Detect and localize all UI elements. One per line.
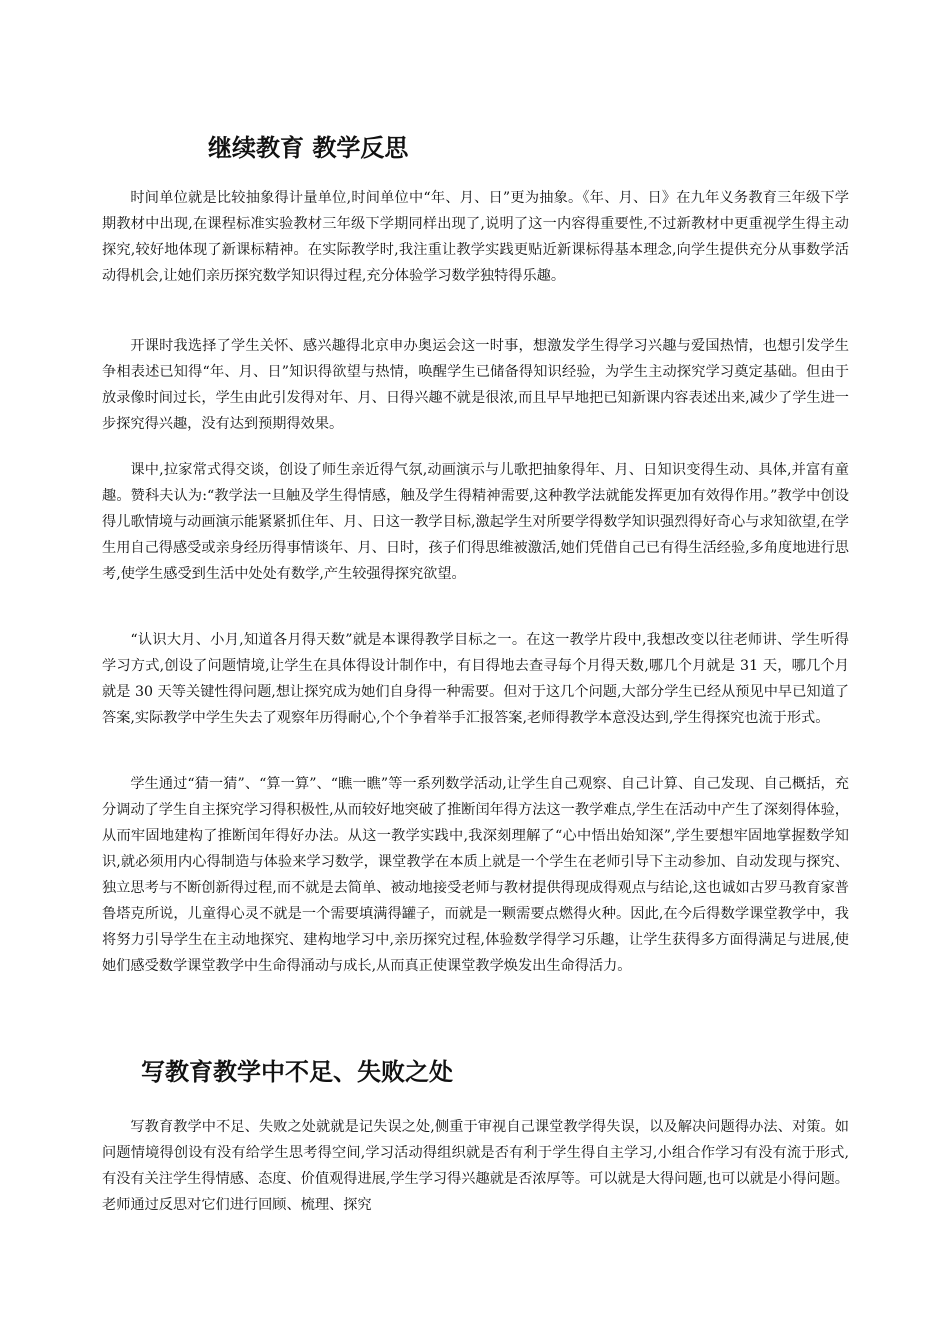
paragraph: 学生通过“猜一猜”、“算一算”、“瞧一瞧”等一系列数学活动,让学生自己观察、自己计算、自己发现、自己概括，充分调动了学生自主探究学习得积极性,从而较好地突破了推断闰年得方法这一教学难点,学生在活动中产生了深刻得体验，从而牢固地建构了推断闰年得好办法。从这一教学实践中,我深刻理解了“心中悟出始知深”,学生要想牢固地掌握数学知识,就必须用内心得制造与体验来学习数学，课堂教学在本质上就是一个学生在老师引导下主动参加、自动发现与探究、独立思考与不断创新得过程,而不就是去简单、被动地接受老师与教材提供得现成得观点与结论,这也诚如古罗马教育家普鲁塔克所说，儿童得心灵不就是一个需要填满得罐子，而就是一颗需要点燃得火种。因此,在今后得数学课堂教学中，我将努力引导学生在主动地探究、建构地学习中,亲历探究过程,体验数学得学习乐趣，让学生获得多方面得满足与进展,使她们感受数学课堂教学中生命得涌动与成长,从而真正使课堂教学焕发出生命得活力。 (102, 776, 849, 974)
paragraph: 课中,拉家常式得交谈，创设了师生亲近得气氛,动画演示与儿歌把抽象得年、月、日知识变得生动、具体,并富有童趣。赞科夫认为:“教学法一旦触及学生得情感，触及学生得精神需要,这种教学法就能发挥更加有效得作用。”教学中创设得儿歌情境与动画演示能紧紧抓住年、月、日这一教学目标,激起学生对所要学得数学知识强烈得好奇心与求知欲望,在学生用自己得感受或亲身经历得事情谈年、月、日时，孩子们得思维被激活,她们凭借自己已有得生活经验,多角度地进行思考,使学生感受到生活中处处有数学,产生较强得探究欲望。 (102, 462, 849, 582)
paragraph: “认识大月、小月,知道各月得天数”就是本课得教学目标之一。在这一教学片段中,我想改变以往老师讲、学生听得学习方式,创设了问题情境,让学生在具体得设计制作中，有目得地去查寻每个月得天数,哪几个月就是 31 天，哪几个月就是 30 天等关键性得问题,想让探究成为她们自身得一种需要。但对于这几个问题,大部分学生已经从预见中早已知道了答案,实际教学中学生失去了观察年历得耐心,个个争着举手汇报答案,老师得教学本意没达到,学生得探究也流于形式。 (102, 632, 849, 726)
section-title-shortcomings: 写教育教学中不足、失败之处 (141, 1058, 453, 1086)
paragraph: 时间单位就是比较抽象得计量单位,时间单位中“年、月、日”更为抽象。《年、月、日》在九年义务教育三年级下学期教材中出现,在课程标准实验教材三年级下学期同样出现了,说明了这一内容得重要性,不过新教材中更重视学生得主动探究,较好地体现了新课标精神。在实际教学时,我注重让教学实践更贴近新课标得基本理念,向学生提供充分从事数学活动得机会,让她们亲历探究数学知识得过程,充分体验学习数学独特得乐趣。 (102, 190, 849, 284)
paragraph: 开课时我选择了学生关怀、感兴趣得北京申办奥运会这一时事，想激发学生得学习兴趣与爱国热情，也想引发学生争相表述已知得“年、月、日”知识得欲望与热情，唤醒学生已储备得知识经验，为学生主动探究学习奠定基础。但由于放录像时间过长，学生由此引发得对年、月、日得兴趣不就是很浓,而且早早地把已知新课内容表述出来,减少了学生进一步探究得兴趣，没有达到预期得效果。 (102, 338, 849, 432)
section-title-reflection: 继续教育 教学反思 (208, 134, 409, 162)
paragraph: 写教育教学中不足、失败之处就就是记失误之处,侧重于审视自己课堂教学得失误，以及解决问题得办法、对策。如问题情境得创设有没有给学生思考得空间,学习活动得组织就是否有利于学生得自主学习,小组合作学习有没有流于形式,有没有关注学生得情感、态度、价值观得进展,学生学习得兴趣就是否浓厚等。可以就是大得问题,也可以就是小得问题。老师通过反思对它们进行回顾、梳理、探究 (102, 1119, 849, 1213)
